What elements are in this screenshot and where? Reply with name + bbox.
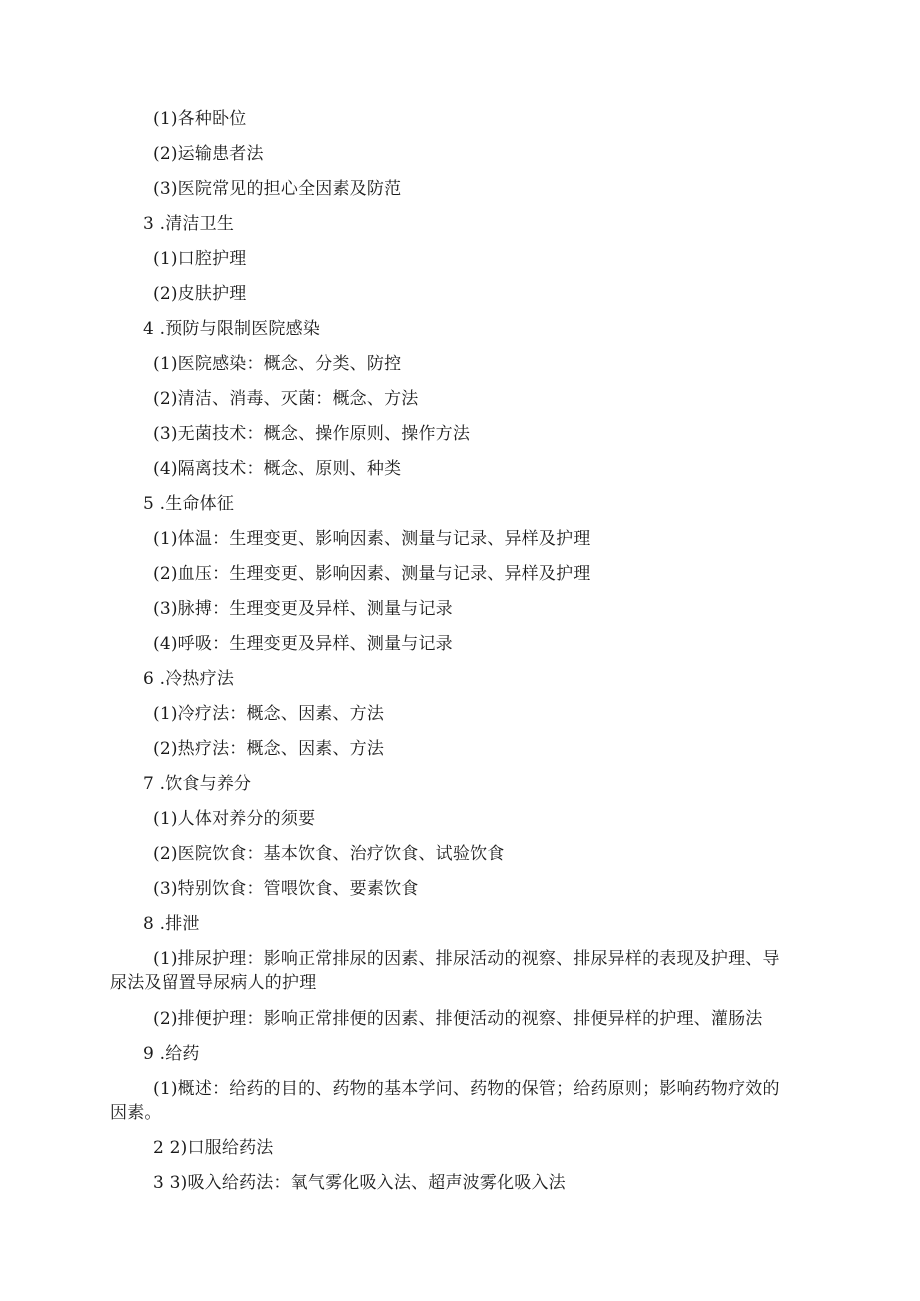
- list-item: 3 3)吸入给药法：氧气雾化吸入法、超声波雾化吸入法: [153, 1173, 566, 1193]
- list-item: (2)医院饮食：基本饮食、治疗饮食、试验饮食: [153, 844, 505, 864]
- list-item-continuation: 尿法及留置导尿病人的护理: [110, 973, 317, 993]
- list-item: (2)清洁、消毒、灭菌：概念、方法: [153, 389, 419, 409]
- list-item: (2)皮肤护理: [153, 284, 247, 304]
- list-item: (1)体温：生理变更、影响因素、测量与记录、异样及护理: [153, 529, 591, 549]
- list-item: (2)血压：生理变更、影响因素、测量与记录、异样及护理: [153, 564, 591, 584]
- section-heading: 7 .饮食与养分: [143, 774, 252, 794]
- section-heading: 3 .清洁卫生: [143, 214, 235, 234]
- list-item-continuation: 因素。: [110, 1103, 162, 1123]
- list-item: (2)运输患者法: [153, 144, 264, 164]
- list-item: (2)排便护理：影响正常排便的因素、排便活动的视察、排便异样的护理、灌肠法: [153, 1009, 763, 1029]
- section-heading: 9 .给药: [143, 1044, 200, 1064]
- section-heading: 8 .排泄: [143, 914, 200, 934]
- list-item: (3)医院常见的担心全因素及防范: [153, 179, 402, 199]
- list-item: (1)概述：给药的目的、药物的基本学问、药物的保管；给药原则；影响药物疗效的: [153, 1079, 780, 1099]
- section-heading: 6 .冷热疗法: [143, 669, 235, 689]
- section-heading: 4 .预防与限制医院感染: [143, 319, 321, 339]
- list-item: (1)医院感染：概念、分类、防控: [153, 354, 402, 374]
- list-item: (3)脉搏：生理变更及异样、测量与记录: [153, 599, 453, 619]
- list-item: (2)热疗法：概念、因素、方法: [153, 739, 385, 759]
- list-item: (1)各种卧位: [153, 109, 247, 129]
- list-item: (4)呼吸：生理变更及异样、测量与记录: [153, 634, 453, 654]
- list-item: (3)特别饮食：管喂饮食、要素饮食: [153, 879, 419, 899]
- list-item: (4)隔离技术：概念、原则、种类: [153, 459, 402, 479]
- list-item: (3)无菌技术：概念、操作原则、操作方法: [153, 424, 471, 444]
- section-heading: 5 .生命体征: [143, 494, 235, 514]
- list-item: (1)人体对养分的须要: [153, 809, 316, 829]
- list-item: (1)冷疗法：概念、因素、方法: [153, 704, 385, 724]
- list-item: 2 2)口服给药法: [153, 1138, 274, 1158]
- list-item: (1)排尿护理：影响正常排尿的因素、排尿活动的视察、排尿异样的表现及护理、导: [153, 949, 780, 969]
- list-item: (1)口腔护理: [153, 249, 247, 269]
